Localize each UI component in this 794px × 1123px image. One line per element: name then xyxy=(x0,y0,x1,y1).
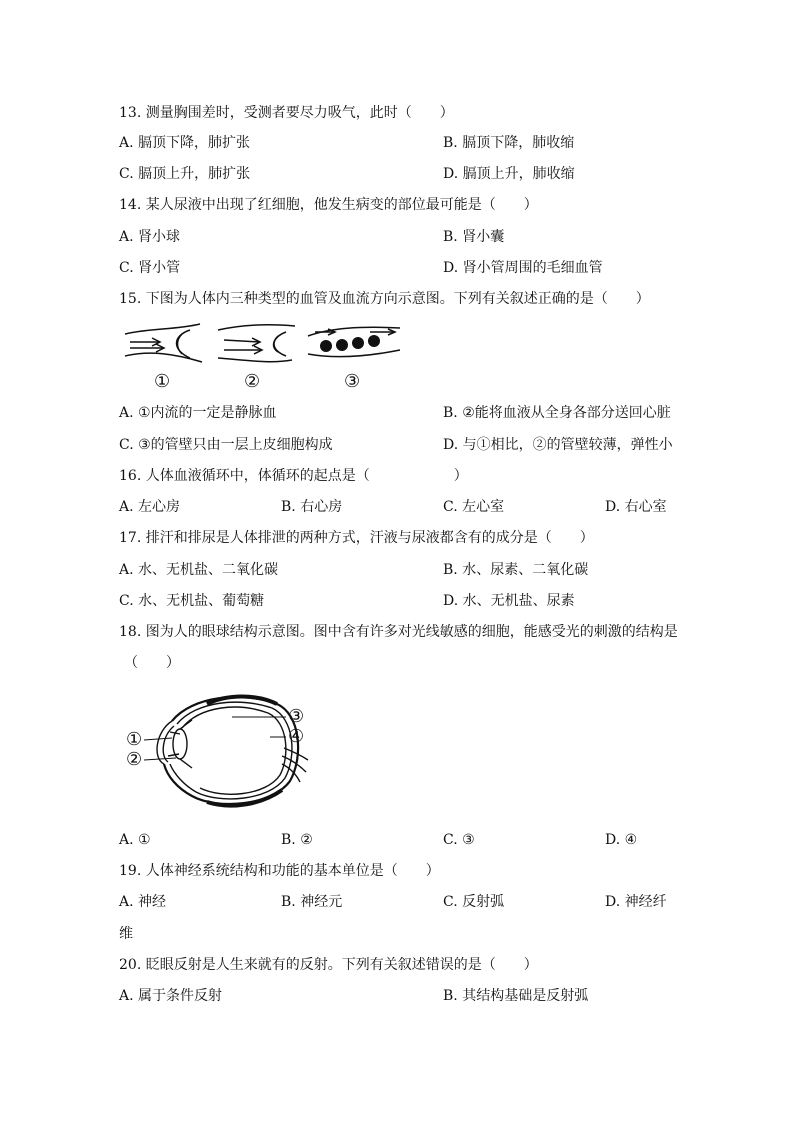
question-18-stem-line1: 18. 图为人的眼球结构示意图。图中含有许多对光线敏感的细胞，能感受光的刺激的结构是 xyxy=(119,624,678,640)
q16-option-d[interactable]: D. 右心室 xyxy=(605,499,667,515)
q15-option-d[interactable]: D. 与①相比，②的管壁较薄，弹性小 xyxy=(443,437,673,453)
q13-option-a[interactable]: A. 膈顶下降，肺扩张 xyxy=(119,135,251,151)
q19-option-d-wrap: 维 xyxy=(119,926,133,942)
q19-option-b[interactable]: B. 神经元 xyxy=(281,894,343,910)
q17-option-c[interactable]: C. 水、无机盐、葡萄糖 xyxy=(119,593,265,609)
q14-option-c[interactable]: C. 肾小管 xyxy=(119,260,181,276)
question-13-stem: 13. 测量胸围差时，受测者要尽力吸气，此时（ ） xyxy=(119,105,454,121)
q13-option-c[interactable]: C. 膈顶上升，肺扩张 xyxy=(119,166,251,182)
vessel-2-artery-icon xyxy=(218,325,295,362)
eyeball-icon xyxy=(157,697,308,806)
q14-option-a[interactable]: A. 肾小球 xyxy=(119,229,181,245)
q15-option-c[interactable]: C. ③的管壁只由一层上皮细胞构成 xyxy=(119,437,333,453)
question-18-stem-line2: （ ） xyxy=(124,655,180,671)
q17-option-a[interactable]: A. 水、无机盐、二氧化碳 xyxy=(119,562,279,578)
question-15-stem: 15. 下图为人体内三种类型的血管及血流方向示意图。下列有关叙述正确的是（ ） xyxy=(119,291,650,307)
eye-label-1: ① xyxy=(126,729,143,750)
q15-option-a[interactable]: A. ①内流的一定是静脉血 xyxy=(119,405,277,421)
q18-option-a[interactable]: A. ① xyxy=(119,832,151,848)
vessel-1-vein-icon xyxy=(125,324,202,362)
q18-option-b[interactable]: B. ② xyxy=(281,832,313,848)
q20-option-a[interactable]: A. 属于条件反射 xyxy=(119,988,223,1004)
q14-option-d[interactable]: D. 肾小管周围的毛细血管 xyxy=(443,260,603,276)
eye-label-4: ④ xyxy=(288,726,305,747)
q16-option-a[interactable]: A. 左心房 xyxy=(119,499,181,515)
q17-option-b[interactable]: B. 水、尿素、二氧化碳 xyxy=(443,562,589,578)
question-20-stem: 20. 眨眼反射是人生来就有的反射。下列有关叙述错误的是（ ） xyxy=(119,957,538,973)
q19-option-d[interactable]: D. 神经纤 xyxy=(605,894,667,910)
red-blood-cells-icon xyxy=(320,335,380,352)
question-19-stem: 19. 人体神经系统结构和功能的基本单位是（ ） xyxy=(119,863,440,879)
eye-label-2: ② xyxy=(126,749,143,770)
q16-option-c[interactable]: C. 左心室 xyxy=(443,499,505,515)
blood-vessel-figure xyxy=(120,320,410,370)
q18-option-d[interactable]: D. ④ xyxy=(605,832,638,848)
question-16-stem: 16. 人体血液循环中，体循环的起点是（ ） xyxy=(119,468,468,484)
q18-option-c[interactable]: C. ③ xyxy=(443,832,475,848)
q19-option-a[interactable]: A. 神经 xyxy=(119,894,167,910)
q17-option-d[interactable]: D. 水、无机盐、尿素 xyxy=(443,593,575,609)
vessel-label-3: ③ xyxy=(344,371,361,392)
label-leader-lines xyxy=(144,717,286,760)
question-14-stem: 14. 某人尿液中出现了红细胞，他发生病变的部位最可能是（ ） xyxy=(119,197,538,213)
q14-option-b[interactable]: B. 肾小囊 xyxy=(443,229,505,245)
q20-option-b[interactable]: B. 其结构基础是反射弧 xyxy=(443,988,589,1004)
q16-option-b[interactable]: B. 右心房 xyxy=(281,499,343,515)
q13-option-b[interactable]: B. 膈顶下降，肺收缩 xyxy=(443,135,575,151)
eye-label-3: ③ xyxy=(288,706,305,727)
q13-option-d[interactable]: D. 膈顶上升，肺收缩 xyxy=(443,166,575,182)
q15-option-b[interactable]: B. ②能将血液从全身各部分送回心脏 xyxy=(443,405,671,421)
vessel-label-2: ② xyxy=(244,371,261,392)
vessel-label-1: ① xyxy=(154,371,171,392)
q19-option-c[interactable]: C. 反射弧 xyxy=(443,894,505,910)
question-17-stem: 17. 排汗和排尿是人体排泄的两种方式，汗液与尿液都含有的成分是（ ） xyxy=(119,530,594,546)
